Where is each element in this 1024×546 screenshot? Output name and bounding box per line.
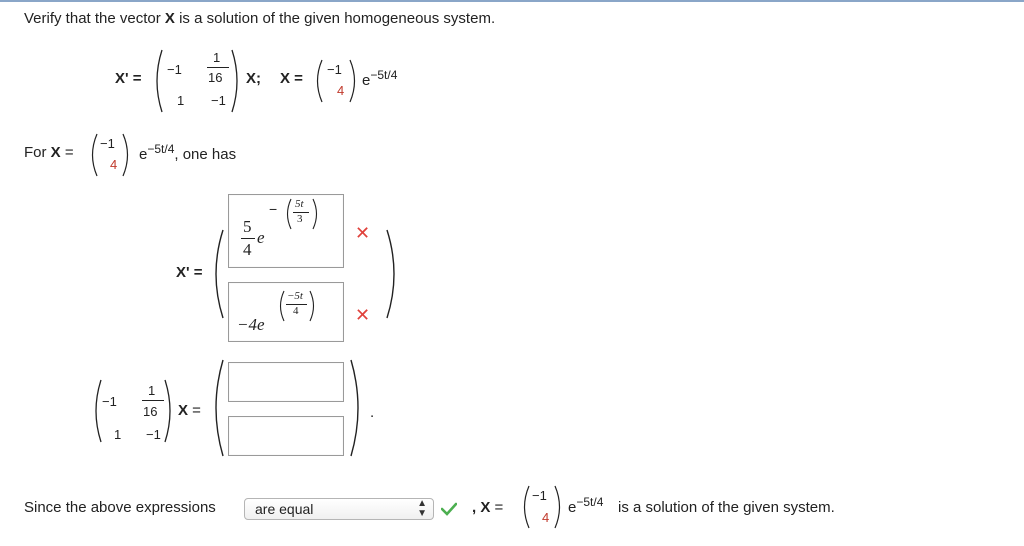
vec-top: −1	[327, 62, 342, 77]
for-vec-top: −1	[100, 136, 115, 151]
conclusion-text-post: is a solution of the given system.	[618, 499, 835, 516]
product-x-eq: X =	[178, 402, 201, 419]
prompt-bold-x: X	[164, 10, 175, 27]
prompt-text-post: is a solution of the given homogeneous system.	[174, 10, 496, 27]
entry1-e: e	[257, 228, 265, 247]
x-label: X =	[280, 70, 303, 87]
entry1-exp-left-paren	[283, 197, 293, 231]
right-paren	[229, 48, 245, 114]
matrix-a21: 1	[177, 93, 185, 108]
product-period: .	[370, 404, 375, 421]
entry1-frac-num: 5	[243, 217, 252, 236]
entry1-exp-num: 5t	[295, 198, 304, 210]
answer-right-paren	[384, 228, 404, 320]
matrix-a11: −1	[167, 62, 182, 77]
product-a11: −1	[102, 394, 117, 409]
matrix-a22: −1	[211, 93, 226, 108]
incorrect-x-icon-2: ✕	[355, 305, 371, 325]
for-text: For X =	[24, 144, 74, 161]
matrix-a12-fraction-bar	[207, 67, 229, 68]
exp-term: $e^{-5t/4}$	[362, 68, 398, 89]
conclusion-exp-term: $e^{-5t/4}$	[568, 495, 604, 516]
vec-left-paren	[311, 58, 325, 104]
xprime-answer-label: X' =	[176, 264, 203, 281]
answer-box-1[interactable]	[228, 194, 344, 268]
conclusion-x-eq: , X =	[472, 499, 504, 516]
incorrect-x-icon-1: ✕	[355, 223, 371, 243]
product-answer-box-1[interactable]	[228, 362, 344, 402]
conclusion-vec-left-paren	[518, 484, 532, 530]
conclusion-dropdown[interactable]	[244, 498, 434, 520]
product-a12-den: 16	[143, 404, 158, 419]
entry1-frac-bar	[241, 238, 255, 239]
entry1-exp-right-paren	[311, 197, 321, 231]
product-a12-bar	[142, 400, 164, 401]
product-a22: −1	[146, 427, 161, 442]
answer-left-paren	[206, 228, 226, 320]
product-a21: 1	[114, 427, 122, 442]
vec-bottom: 4	[337, 83, 345, 98]
matrix-a12-num: 1	[213, 50, 221, 65]
conclusion-vec-top: −1	[532, 488, 547, 503]
top-border	[0, 0, 1024, 2]
product-answer-box-2[interactable]	[228, 416, 344, 456]
prompt-text-pre: Verify that the vector	[24, 10, 165, 27]
conclusion-vec-right-paren	[552, 484, 566, 530]
product-left-paren	[88, 378, 104, 444]
question-prompt	[24, 10, 495, 27]
for-vec-left-paren	[86, 132, 100, 178]
product-right-paren	[162, 378, 178, 444]
conclusion-text-pre: Since the above expressions	[24, 499, 216, 516]
x-semicolon: X;	[246, 70, 261, 87]
entry2-coef: −4e	[237, 315, 265, 334]
for-vec-bottom: 4	[110, 157, 118, 172]
entry2-exp-right-paren	[308, 289, 318, 323]
for-exp-term: $e^{-5t/4}$, one has	[139, 142, 237, 163]
dropdown-arrows-icon: ▲ ▼	[417, 498, 427, 519]
left-paren	[149, 48, 165, 114]
answer-box-2[interactable]	[228, 282, 344, 342]
xprime-label: X' =	[115, 70, 142, 87]
for-line	[24, 130, 284, 180]
entry2-exp-left-paren	[276, 289, 286, 323]
conclusion-vec-bottom: 4	[542, 510, 550, 525]
entry1-minus: −	[269, 201, 278, 217]
product-a12-num: 1	[148, 383, 156, 398]
vec-right-paren	[347, 58, 361, 104]
product-result-right-paren	[348, 358, 368, 458]
dropdown-selected-value: are equal	[255, 501, 314, 517]
product-result-left-paren	[206, 358, 226, 458]
for-vec-right-paren	[120, 132, 134, 178]
system-equation	[115, 48, 435, 114]
entry1-frac-den: 4	[243, 240, 252, 259]
correct-check-icon	[441, 502, 457, 516]
entry2-exp-num: −5t	[287, 290, 303, 302]
matrix-a12-den: 16	[208, 70, 223, 85]
entry2-exp-den: 4	[293, 305, 299, 317]
entry1-exp-den: 3	[297, 213, 303, 225]
